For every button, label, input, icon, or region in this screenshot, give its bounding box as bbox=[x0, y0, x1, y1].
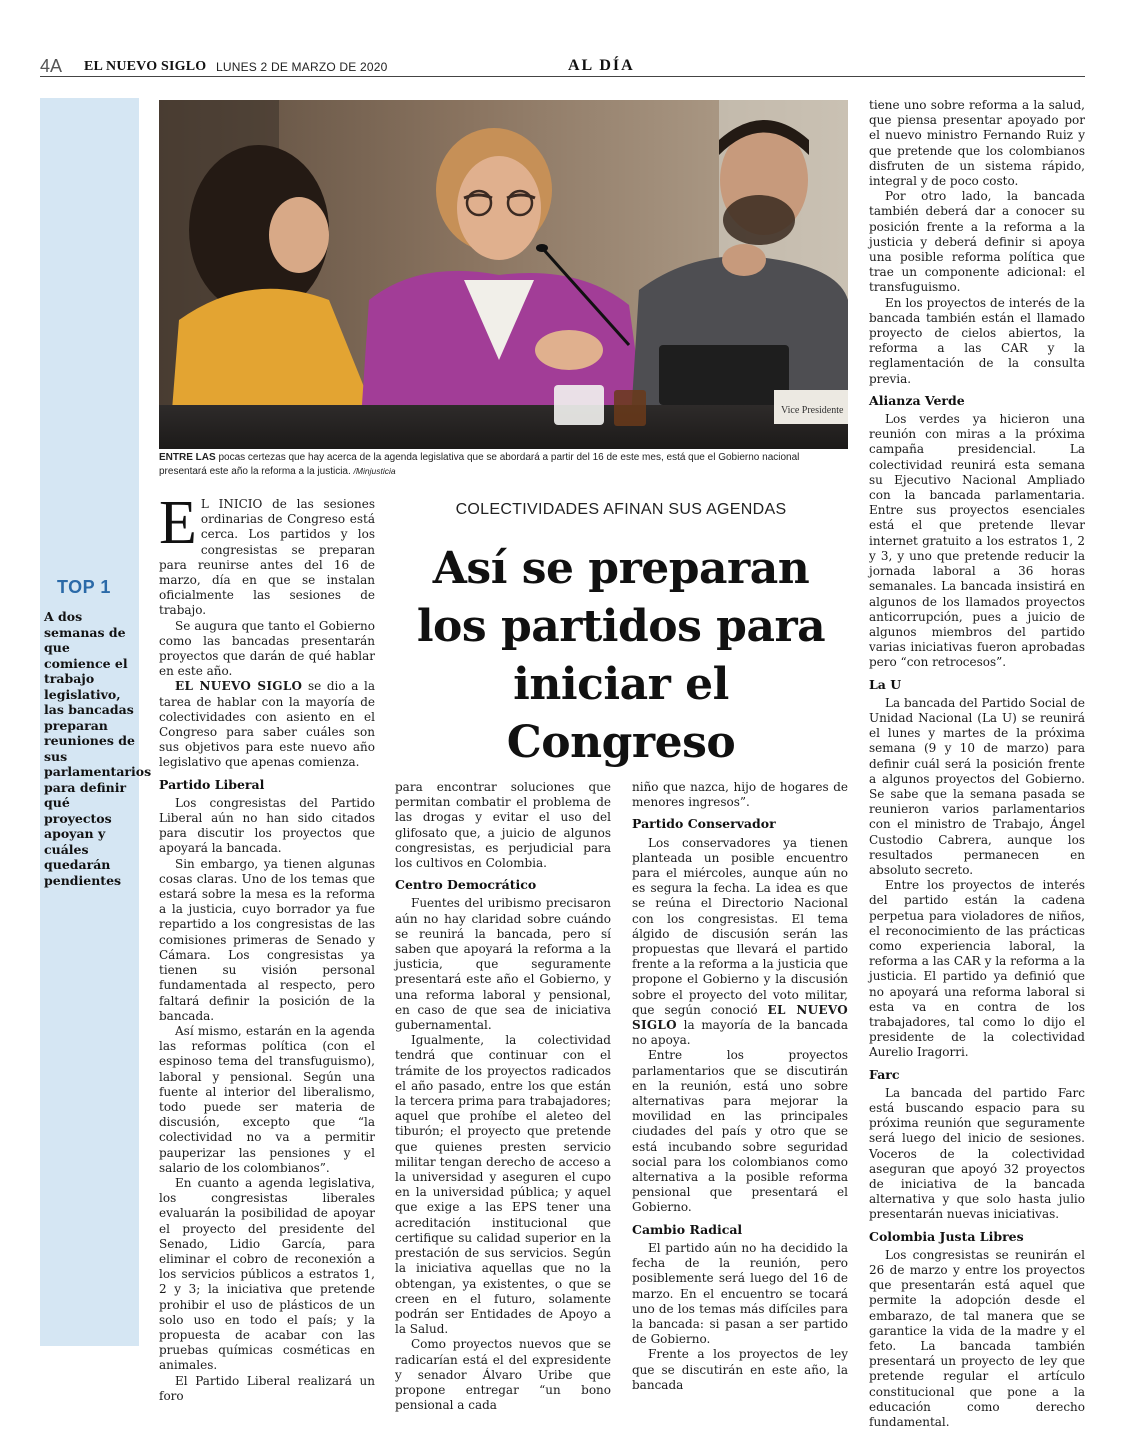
paragraph: El partido aún no ha decidido la fecha de la reunión, pero posiblemente será luego del 16 de marzo. En el encuentro se tocará uno de los temas más difíciles para la bancada: si pasan a ser partido de Gobierno. bbox=[632, 1240, 848, 1347]
paragraph: Los verdes ya hicieron una reunión con miras a la próxima campaña presidencial. La colectividad reunirá esta semana su Ejecutivo Nacional Ampliado con la bancada parlamentaria. Entre sus proyectos esenciales está el que pretende llevar internet gratuito a los estratos 1, 2 y 3, y uno que pretende reducir la jornada laboral a 36 horas semanales. La bancada insistirá en algunos de los llamados proyectos anticorrupción, pues a juicio de algunos miembros del partido varias iniciativas fueron aprobadas pero “con retrocesos”. bbox=[869, 412, 1085, 670]
paragraph: EL NUEVO SIGLO se dio a la tarea de hablar con la mayoría de colectividades con asiento en el Congreso para saber cuáles son sus objetivos para este nuevo año legislativo que apenas comienza. bbox=[159, 679, 375, 770]
masthead: EL NUEVO SIGLO bbox=[84, 59, 207, 74]
caption-credit: /Minjusticia bbox=[353, 465, 396, 476]
sidebar-summary: A dos semanas de que comience el trabajo legislativo, las bancadas preparan reuniones de sus parlamentarios para definir qué proyectos apoyan y cuáles quedarán pendientes bbox=[44, 609, 152, 888]
paragraph: Los congresistas del Partido Liberal aún no han sido citados para discutir los proyectos que apoyará la bancada. bbox=[159, 795, 375, 856]
subhead-partido-liberal: Partido Liberal bbox=[159, 776, 265, 792]
paragraph: La bancada del partido Farc está buscando espacio para su próxima reunión que seguramente será luego del inicio de sesiones. Voceros de la colectividad aseguran que apoyó 32 proyectos de iniciativa de la bancada alternativa y que solo hasta julio presentarán nuevas iniciativas. bbox=[869, 1085, 1085, 1222]
subhead-farc: Farc bbox=[869, 1066, 900, 1082]
subhead-cambio-radical: Cambio Radical bbox=[632, 1221, 743, 1237]
subhead-la-u: La U bbox=[869, 676, 902, 692]
lead-paragraph: E L INICIO de las sesiones ordinarias de Congreso está cerca. Los partidos y los congresistas se preparan para reunirse antes del 16 de marzo, día en que se instalan oficialmente las sesiones de trabajo. bbox=[159, 489, 375, 618]
page-number: 4A bbox=[40, 56, 63, 76]
caption-text: pocas certezas que hay acerca de la agenda legislativa que se abordará a partir del 16 de este mes, está que el Gobierno nacional presentará este año la reforma a la justicia. bbox=[159, 452, 800, 477]
article-headline: Así se preparan los partidos para iniciar el Congreso bbox=[416, 543, 826, 768]
nameplate-text: Vice Presidente bbox=[781, 405, 844, 416]
paragraph: niño que nazca, hijo de hogares de menores ingresos”. bbox=[632, 780, 848, 810]
paragraph: El Partido Liberal realizará un foro bbox=[159, 1373, 375, 1403]
paragraph: Como proyectos nuevos que se radicarían está el del expresidente y senador Álvaro Uribe que propone entregar “un bono pensional a cada bbox=[395, 1337, 611, 1413]
article-column-1 bbox=[159, 489, 375, 1404]
subhead-alianza-verde: Alianza Verde bbox=[869, 392, 965, 408]
paragraph: Así mismo, estarán en la agenda las reformas política (con el espinoso tema del transfuguismo), laboral y pensional. Según una fuente al interior del liberalismo, todo puede ser materia de discusión, excepto que “la colectividad no va a permitir pauperizar las pensiones y el salario de los colombianos”. bbox=[159, 1023, 375, 1175]
caption-lead: ENTRE LAS bbox=[159, 452, 216, 463]
paragraph: La bancada del Partido Social de Unidad Nacional (La U) se reunirá el lunes y martes de la próxima semana (9 y 10 de marzo) para definir cuál será la posición frente a algunos proyectos del Gobierno. Se sabe que la semana pasada se reunieron varios parlamentarios con el ministro de Trabajo, Ángel Custodio Cabrera, aunque los resultados permanecen en absoluto secreto. bbox=[869, 695, 1085, 877]
paragraph: Frente a los proyectos de ley que se discutirán en este año, la bancada bbox=[632, 1347, 848, 1392]
paragraph: para encontrar soluciones que permitan combatir el problema de las drogas y evitar el uso del glifosato que, a juicio de algunos congresistas, es perjudicial para los cultivos en Colombia. bbox=[395, 780, 611, 871]
paragraph: Por otro lado, la bancada también deberá dar a conocer su posición frente a la reforma a la justicia y deberá definir si apoya una posible reforma política que trae un componente adicional: el transfuguismo. bbox=[869, 189, 1085, 295]
paragraph: En cuanto a agenda legislativa, los congresistas liberales evaluarán la posibilidad de apoyar el proyecto del presidente del Senado, Lidio García, para eliminar el cobro de reconexión a los servicios públicos a estratos 1, 2 y 3; la iniciativa que pretende prohibir el uso de plásticos de un solo uso en todo el país; y la propuesta de acabar con las pruebas químicas cosméticas en animales. bbox=[159, 1175, 375, 1373]
photo-caption bbox=[159, 451, 848, 478]
article-column-3 bbox=[632, 780, 848, 1393]
subhead-partido-conservador: Partido Conservador bbox=[632, 816, 776, 832]
newspaper-name: EL NUEVO SIGLO bbox=[632, 1002, 848, 1033]
section-name: AL DÍA bbox=[568, 57, 635, 74]
header-rule bbox=[40, 76, 1085, 77]
article-column-2 bbox=[395, 780, 611, 1413]
paragraph: En los proyectos de interés de la bancada también están el llamado proyecto de cielos abiertos, la reforma a las CAR y la reglamentación de la consulta previa. bbox=[869, 295, 1085, 386]
newspaper-name: EL NUEVO SIGLO bbox=[175, 679, 303, 694]
sidebar-label: TOP 1 bbox=[57, 577, 111, 597]
paragraph: Fuentes del uribismo precisaron aún no hay claridad sobre cuándo se reunirá la bancada, pero sí saben que apoyará la reforma a la justicia, que seguramente presentará este año el Gobierno, y una reforma laboral y pensional, en caso de que sea de iniciativa gubernamental. bbox=[395, 896, 611, 1033]
subhead-centro-democratico: Centro Democrático bbox=[395, 877, 537, 893]
paragraph: tiene uno sobre reforma a la salud, que piensa presentar apoyado por el nuevo ministro Fernando Ruiz y que pretende que los colombianos disfruten de un sistema rápido, integral y de poco costo. bbox=[869, 98, 1085, 189]
news-photo bbox=[159, 100, 848, 449]
subhead-colombia-justa-libres: Colombia Justa Libres bbox=[869, 1228, 1024, 1244]
paragraph: Los conservadores ya tienen planteada un posible encuentro para el miércoles, aunque aún no es segura la fecha. La idea es que se reúna el Directorio Nacional con los congresistas. El tema álgido de discusión serán las propuestas que llevará el partido frente a la reforma a la justicia que propone el Gobierno y la discusión sobre el proyecto del voto militar, que según conoció EL NUEVO SIGLO la mayoría de la bancada no apoya. bbox=[632, 835, 848, 1048]
paragraph: Entre los proyectos de interés del partido están la cadena perpetua para violadores de niños, el reconocimiento de las prácticas como experiencia laboral, la reforma a las CAR y la reforma a la justicia. El partido ya definió que no apoyará una reforma laboral si esta va en contra de los trabajadores, tal como lo dijo el presidente de la colectividad Aurelio Iragorri. bbox=[869, 878, 1085, 1060]
issue-date: LUNES 2 DE MARZO DE 2020 bbox=[216, 60, 388, 74]
drop-cap: E bbox=[159, 489, 197, 557]
paragraph: Los congresistas se reunirán el 26 de marzo y entre los proyectos que presentarán está aquel que permite la adopción desde el embarazo, de tal manera que se garantice la vida de la madre y el feto. La bancada también presentará un proyecto de ley que pretende regular el artículo constitucional que pone a la educación como derecho fundamental. bbox=[869, 1247, 1085, 1430]
article-kicker: COLECTIVIDADES AFINAN SUS AGENDAS bbox=[455, 501, 787, 518]
photo-illustration bbox=[159, 100, 848, 449]
paragraph: Igualmente, la colectividad tendrá que continuar con el trámite de los proyectos radicados el año pasado, entre los que están la tercera prima para trabajadores; aquel que prohíbe el aleteo del tiburón; el proyecto que pretende que quienes presten servicio militar tengan derecho de acceso a la universidad y aseguren el cupo en la universidad pública; y aquel que exige a las EPS tener una acreditación institucional que certifique su calidad superior en la prestación de sus servicios. Según la iniciativa aquellas que no la obtengan, ya existentes, o que se creen en el futuro, solamente podrán ser Entidades de Apoyo a la Salud. bbox=[395, 1033, 611, 1337]
paragraph: Entre los proyectos parlamentarios que se discutirán en la reunión, está uno sobre alternativas para mejorar la movilidad en las principales ciudades del país y otro que se está incubando sobre seguridad social para los colombianos como alternativa a la posible reforma pensional que presentará el Gobierno. bbox=[632, 1048, 848, 1215]
article-column-4 bbox=[869, 98, 1085, 1430]
paragraph: Sin embargo, ya tienen algunas cosas claras. Uno de los temas que estará sobre la mesa es la reforma a la justicia, cuyo borrador ya fue repartido a los congresistas de las comisiones primeras de Senado y Cámara. Los congresistas ya tienen su visión personal fundamentada al respecto, pero faltará definir la posición de la bancada. bbox=[159, 856, 375, 1023]
paragraph: Se augura que tanto el Gobierno como las bancadas presentarán proyectos que darán de qué hablar en este año. bbox=[159, 618, 375, 679]
